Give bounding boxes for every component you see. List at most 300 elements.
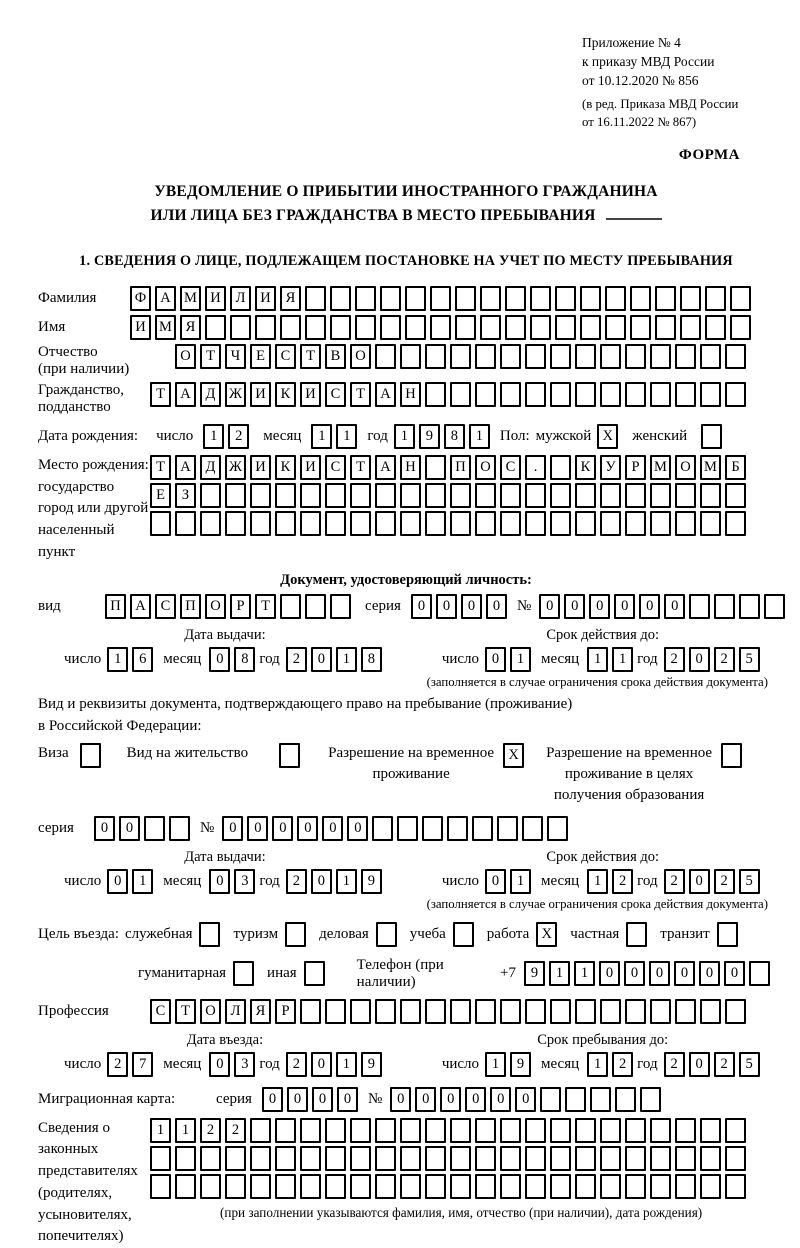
form-cell[interactable] [325,999,346,1024]
form-cell[interactable]: 2 [286,869,307,894]
form-cell[interactable]: 6 [132,647,153,672]
form-cell[interactable]: 0 [689,647,710,672]
form-cell[interactable] [500,382,521,407]
form-cell[interactable] [350,1146,371,1171]
form-cell[interactable] [475,382,496,407]
form-cell[interactable]: 1 [311,424,332,449]
form-cell[interactable] [225,511,246,536]
form-cell[interactable] [655,286,676,311]
form-cell[interactable]: 0 [689,1052,710,1077]
form-cell[interactable]: 8 [234,647,255,672]
form-cell[interactable] [550,382,571,407]
form-cell[interactable] [625,1174,646,1199]
form-cell[interactable] [480,315,501,340]
form-cell[interactable]: 0 [209,1052,230,1077]
form-cell[interactable] [405,286,426,311]
form-cell[interactable]: Т [200,344,221,369]
form-cell[interactable] [250,1146,271,1171]
form-cell[interactable]: 5 [739,1052,760,1077]
form-cell[interactable] [600,483,621,508]
form-cell[interactable]: П [450,455,471,480]
form-cell[interactable] [764,594,785,619]
form-cell[interactable] [400,483,421,508]
form-cell[interactable]: 0 [624,961,645,986]
form-cell[interactable] [150,1146,171,1171]
form-cell[interactable] [430,315,451,340]
form-cell[interactable] [425,455,446,480]
form-cell[interactable] [425,382,446,407]
form-cell[interactable] [447,816,468,841]
form-cell[interactable]: О [205,594,226,619]
form-cell[interactable] [700,1118,721,1143]
form-cell[interactable] [550,1146,571,1171]
form-cell[interactable]: 8 [444,424,465,449]
form-cell[interactable] [425,1174,446,1199]
form-cell[interactable]: Л [225,999,246,1024]
form-cell[interactable]: Т [350,382,371,407]
form-cell[interactable] [650,382,671,407]
form-cell[interactable] [615,1087,636,1112]
form-cell[interactable]: Т [175,999,196,1024]
form-cell[interactable]: 1 [510,869,531,894]
form-cell[interactable] [700,1146,721,1171]
form-cell[interactable]: Т [300,344,321,369]
form-cell[interactable] [600,1118,621,1143]
form-cell[interactable]: 0 [247,816,268,841]
form-cell[interactable]: 0 [347,816,368,841]
form-cell[interactable] [475,511,496,536]
form-cell[interactable] [730,286,751,311]
form-cell[interactable] [199,922,220,947]
form-cell[interactable] [525,483,546,508]
form-cell[interactable]: 2 [664,647,685,672]
form-cell[interactable] [225,483,246,508]
form-cell[interactable]: 0 [599,961,620,986]
form-cell[interactable] [565,1087,586,1112]
form-cell[interactable]: М [155,315,176,340]
form-cell[interactable]: 0 [209,869,230,894]
form-cell[interactable] [630,315,651,340]
form-cell[interactable] [675,1174,696,1199]
form-cell[interactable]: М [180,286,201,311]
form-cell[interactable] [475,1174,496,1199]
form-cell[interactable] [700,483,721,508]
form-cell[interactable] [300,483,321,508]
form-cell[interactable]: У [600,455,621,480]
form-cell[interactable] [680,315,701,340]
form-cell[interactable]: 0 [724,961,745,986]
form-cell[interactable] [300,511,321,536]
form-cell[interactable]: 5 [739,647,760,672]
form-cell[interactable] [625,1118,646,1143]
form-cell[interactable]: 2 [714,869,735,894]
form-cell[interactable] [575,1174,596,1199]
form-cell[interactable]: 2 [286,1052,307,1077]
form-cell[interactable]: П [105,594,126,619]
form-cell[interactable] [700,999,721,1024]
form-cell[interactable] [150,1174,171,1199]
form-cell[interactable] [233,961,254,986]
form-cell[interactable]: Т [150,382,171,407]
form-cell[interactable] [550,1174,571,1199]
form-cell[interactable] [375,1118,396,1143]
form-cell[interactable] [480,286,501,311]
form-cell[interactable] [175,1146,196,1171]
form-cell[interactable]: 2 [286,647,307,672]
form-cell[interactable] [580,315,601,340]
form-cell[interactable]: З [175,483,196,508]
form-cell[interactable] [305,594,326,619]
form-cell[interactable]: 0 [649,961,670,986]
form-cell[interactable] [200,511,221,536]
form-cell[interactable]: X [503,743,524,768]
form-cell[interactable] [375,511,396,536]
form-cell[interactable] [304,961,325,986]
form-cell[interactable] [500,344,521,369]
form-cell[interactable]: Л [230,286,251,311]
form-cell[interactable]: И [250,382,271,407]
form-cell[interactable]: С [500,455,521,480]
form-cell[interactable]: 0 [436,594,457,619]
form-cell[interactable] [80,743,101,768]
form-cell[interactable]: 0 [311,1052,332,1077]
form-cell[interactable]: 0 [209,647,230,672]
form-cell[interactable]: 0 [311,647,332,672]
form-cell[interactable]: А [375,455,396,480]
form-cell[interactable] [275,1118,296,1143]
form-cell[interactable]: 0 [699,961,720,986]
form-cell[interactable] [230,315,251,340]
form-cell[interactable] [475,1146,496,1171]
form-cell[interactable]: 0 [262,1087,283,1112]
form-cell[interactable] [372,816,393,841]
form-cell[interactable]: 1 [336,869,357,894]
form-cell[interactable]: И [300,455,321,480]
form-cell[interactable]: 2 [714,1052,735,1077]
form-cell[interactable]: О [175,344,196,369]
form-cell[interactable] [275,511,296,536]
form-cell[interactable]: 0 [337,1087,358,1112]
form-cell[interactable] [625,1146,646,1171]
form-cell[interactable] [725,483,746,508]
form-cell[interactable] [255,315,276,340]
form-cell[interactable]: Б [725,455,746,480]
form-cell[interactable] [450,382,471,407]
form-cell[interactable] [300,1174,321,1199]
form-cell[interactable] [725,511,746,536]
form-cell[interactable]: В [325,344,346,369]
form-cell[interactable] [475,483,496,508]
form-cell[interactable] [375,1174,396,1199]
form-cell[interactable] [600,344,621,369]
form-cell[interactable] [453,922,474,947]
form-cell[interactable] [380,286,401,311]
form-cell[interactable] [350,483,371,508]
form-cell[interactable]: Ж [225,382,246,407]
form-cell[interactable] [450,1174,471,1199]
form-cell[interactable]: 0 [465,1087,486,1112]
form-cell[interactable] [650,1146,671,1171]
form-cell[interactable]: И [205,286,226,311]
form-cell[interactable]: 0 [390,1087,411,1112]
form-cell[interactable] [425,483,446,508]
form-cell[interactable]: 0 [490,1087,511,1112]
form-cell[interactable] [530,286,551,311]
form-cell[interactable] [717,922,738,947]
form-cell[interactable] [355,286,376,311]
form-cell[interactable] [700,344,721,369]
form-cell[interactable] [300,999,321,1024]
form-cell[interactable]: 1 [510,647,531,672]
form-cell[interactable] [575,999,596,1024]
form-cell[interactable] [225,1174,246,1199]
form-cell[interactable] [275,483,296,508]
form-cell[interactable] [555,286,576,311]
form-cell[interactable] [450,344,471,369]
form-cell[interactable]: 9 [524,961,545,986]
form-cell[interactable]: 0 [297,816,318,841]
form-cell[interactable] [575,344,596,369]
form-cell[interactable] [505,286,526,311]
form-cell[interactable] [325,1118,346,1143]
form-cell[interactable] [721,743,742,768]
form-cell[interactable]: С [275,344,296,369]
form-cell[interactable]: 2 [107,1052,128,1077]
form-cell[interactable]: 0 [639,594,660,619]
form-cell[interactable] [144,816,165,841]
form-cell[interactable] [500,483,521,508]
form-cell[interactable] [475,999,496,1024]
form-cell[interactable] [575,382,596,407]
form-cell[interactable]: 1 [175,1118,196,1143]
form-cell[interactable] [689,594,710,619]
form-cell[interactable] [350,1174,371,1199]
form-cell[interactable] [375,483,396,508]
form-cell[interactable] [739,594,760,619]
form-cell[interactable]: 9 [361,869,382,894]
form-cell[interactable] [600,1146,621,1171]
form-cell[interactable]: 1 [587,647,608,672]
form-cell[interactable]: Д [200,382,221,407]
form-cell[interactable]: К [275,455,296,480]
form-cell[interactable]: 0 [287,1087,308,1112]
form-cell[interactable] [455,315,476,340]
form-cell[interactable] [280,315,301,340]
form-cell[interactable] [530,315,551,340]
form-cell[interactable] [300,1118,321,1143]
form-cell[interactable]: 0 [515,1087,536,1112]
form-cell[interactable] [325,1174,346,1199]
form-cell[interactable] [575,1118,596,1143]
form-cell[interactable]: Т [255,594,276,619]
form-cell[interactable] [400,511,421,536]
form-cell[interactable] [400,344,421,369]
form-cell[interactable] [497,816,518,841]
form-cell[interactable] [522,816,543,841]
form-cell[interactable] [425,1118,446,1143]
form-cell[interactable] [655,315,676,340]
form-cell[interactable]: Я [280,286,301,311]
form-cell[interactable] [425,1146,446,1171]
form-cell[interactable]: 2 [612,869,633,894]
form-cell[interactable]: И [255,286,276,311]
form-cell[interactable]: 7 [132,1052,153,1077]
form-cell[interactable] [650,511,671,536]
form-cell[interactable] [400,1146,421,1171]
form-cell[interactable] [675,1118,696,1143]
form-cell[interactable] [575,1146,596,1171]
form-cell[interactable]: 2 [200,1118,221,1143]
form-cell[interactable] [169,816,190,841]
form-cell[interactable]: 0 [322,816,343,841]
form-cell[interactable]: Р [625,455,646,480]
form-cell[interactable]: 3 [234,869,255,894]
form-cell[interactable] [205,315,226,340]
form-cell[interactable] [375,999,396,1024]
form-cell[interactable]: 0 [664,594,685,619]
form-cell[interactable] [650,999,671,1024]
form-cell[interactable] [500,511,521,536]
form-cell[interactable] [547,816,568,841]
form-cell[interactable]: 0 [312,1087,333,1112]
form-cell[interactable]: 3 [234,1052,255,1077]
form-cell[interactable]: 0 [411,594,432,619]
form-cell[interactable] [725,1174,746,1199]
form-cell[interactable] [405,315,426,340]
form-cell[interactable]: 5 [739,869,760,894]
form-cell[interactable] [400,999,421,1024]
form-cell[interactable]: 1 [469,424,490,449]
form-cell[interactable] [525,511,546,536]
form-cell[interactable] [450,1146,471,1171]
form-cell[interactable] [650,483,671,508]
form-cell[interactable]: X [597,424,618,449]
form-cell[interactable] [525,344,546,369]
form-cell[interactable]: 0 [486,594,507,619]
form-cell[interactable]: 0 [119,816,140,841]
form-cell[interactable] [630,286,651,311]
form-cell[interactable] [450,511,471,536]
form-cell[interactable] [250,1174,271,1199]
form-cell[interactable]: С [155,594,176,619]
form-cell[interactable]: 0 [272,816,293,841]
form-cell[interactable] [376,922,397,947]
form-cell[interactable]: X [536,922,557,947]
form-cell[interactable] [700,511,721,536]
form-cell[interactable] [505,315,526,340]
form-cell[interactable] [250,1118,271,1143]
form-cell[interactable]: С [325,382,346,407]
form-cell[interactable] [425,344,446,369]
form-cell[interactable]: А [155,286,176,311]
form-cell[interactable] [430,286,451,311]
form-cell[interactable] [675,483,696,508]
form-cell[interactable]: Е [250,344,271,369]
form-cell[interactable] [705,315,726,340]
form-cell[interactable]: М [700,455,721,480]
form-cell[interactable]: Н [400,455,421,480]
form-cell[interactable]: А [175,455,196,480]
form-cell[interactable]: А [175,382,196,407]
form-cell[interactable] [275,1174,296,1199]
form-cell[interactable]: 2 [664,869,685,894]
form-cell[interactable] [325,511,346,536]
form-cell[interactable] [550,344,571,369]
form-cell[interactable]: 9 [419,424,440,449]
form-cell[interactable]: 1 [574,961,595,986]
form-cell[interactable] [650,1118,671,1143]
form-cell[interactable]: 9 [510,1052,531,1077]
form-cell[interactable]: 8 [361,647,382,672]
form-cell[interactable]: 1 [150,1118,171,1143]
form-cell[interactable]: 0 [539,594,560,619]
form-cell[interactable] [397,816,418,841]
form-cell[interactable] [450,999,471,1024]
form-cell[interactable] [455,286,476,311]
form-cell[interactable]: М [650,455,671,480]
form-cell[interactable] [200,1146,221,1171]
form-cell[interactable] [550,1118,571,1143]
form-cell[interactable] [150,511,171,536]
form-cell[interactable] [300,1146,321,1171]
form-cell[interactable]: О [475,455,496,480]
form-cell[interactable] [725,1118,746,1143]
form-cell[interactable] [749,961,770,986]
form-cell[interactable] [350,511,371,536]
form-cell[interactable]: 0 [485,647,506,672]
form-cell[interactable] [580,286,601,311]
form-cell[interactable] [675,999,696,1024]
form-cell[interactable] [625,344,646,369]
form-cell[interactable] [250,483,271,508]
form-cell[interactable] [725,382,746,407]
form-cell[interactable] [550,511,571,536]
form-cell[interactable] [640,1087,661,1112]
form-cell[interactable]: 2 [714,647,735,672]
form-cell[interactable] [325,483,346,508]
form-cell[interactable] [350,999,371,1024]
form-cell[interactable]: 0 [689,869,710,894]
form-cell[interactable]: 2 [612,1052,633,1077]
form-cell[interactable]: 0 [564,594,585,619]
form-cell[interactable]: 1 [587,869,608,894]
form-cell[interactable] [705,286,726,311]
form-cell[interactable] [650,1174,671,1199]
form-cell[interactable]: А [130,594,151,619]
form-cell[interactable] [355,315,376,340]
form-cell[interactable]: А [375,382,396,407]
form-cell[interactable] [600,999,621,1024]
form-cell[interactable] [525,1174,546,1199]
form-cell[interactable] [700,1174,721,1199]
form-cell[interactable]: 0 [614,594,635,619]
form-cell[interactable] [605,286,626,311]
form-cell[interactable] [400,1174,421,1199]
form-cell[interactable]: Д [200,455,221,480]
form-cell[interactable]: 2 [225,1118,246,1143]
form-cell[interactable]: Р [275,999,296,1024]
form-cell[interactable] [475,1118,496,1143]
form-cell[interactable] [725,344,746,369]
form-cell[interactable] [279,743,300,768]
form-cell[interactable] [725,999,746,1024]
form-cell[interactable]: 0 [94,816,115,841]
form-cell[interactable] [350,1118,371,1143]
form-cell[interactable]: П [180,594,201,619]
form-cell[interactable]: Т [350,455,371,480]
form-cell[interactable]: 1 [612,647,633,672]
form-cell[interactable] [550,483,571,508]
